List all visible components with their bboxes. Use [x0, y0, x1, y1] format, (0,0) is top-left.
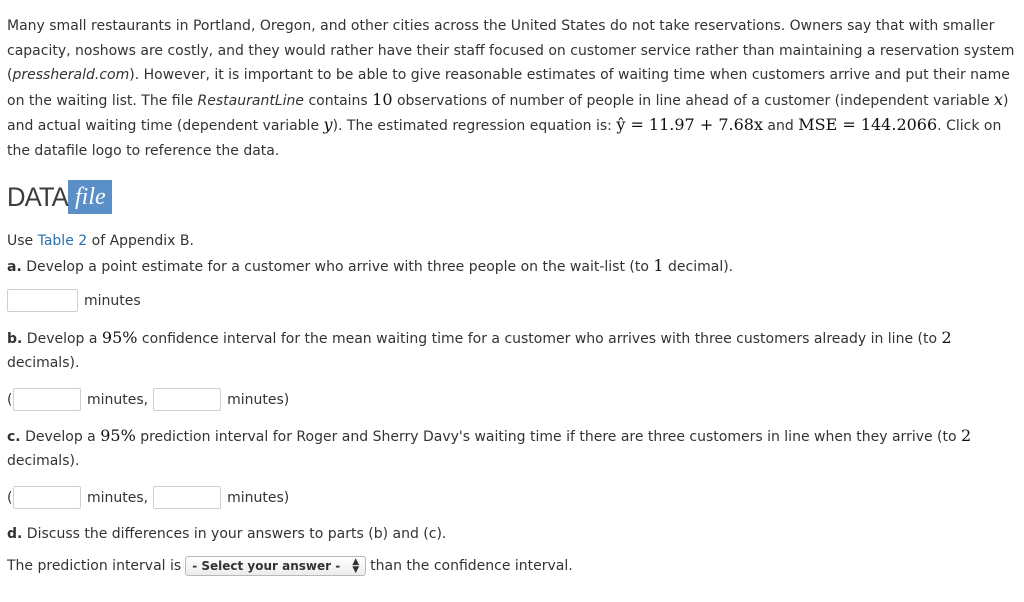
part-d-sentence-pre: The prediction interval is	[7, 557, 182, 574]
part-b-text-1: Develop a	[22, 330, 102, 347]
part-b-decimals: 2	[941, 327, 952, 347]
part-c-open-paren: (	[7, 489, 13, 506]
use-table-line	[7, 231, 1019, 251]
confidence-lower-input[interactable]	[13, 388, 81, 411]
intro-paragraph	[7, 14, 1019, 164]
part-b-unit-2: minutes)	[227, 391, 290, 408]
intro-text-3: contains	[304, 92, 373, 109]
part-a-decimals: 1	[653, 255, 664, 275]
regression-equation: ŷ = 11.97 + 7.68x	[616, 115, 763, 135]
part-b-answer-row	[7, 386, 1019, 414]
intro-text-2: ). However, it is important to be able to give reasonable estimates of waiting time when customers arrive and put their name on the waiting list. The file	[7, 67, 1010, 109]
part-d-sentence-post: than the confidence interval.	[370, 557, 573, 574]
confidence-upper-input[interactable]	[153, 388, 221, 411]
part-b-unit-1: minutes,	[87, 391, 149, 408]
part-b-text-3: decimals).	[7, 355, 80, 372]
use-table-post: of Appendix B.	[87, 232, 194, 249]
datafile-logo[interactable]	[7, 180, 1019, 214]
part-c-label: c.	[7, 428, 21, 445]
part-d-text: Discuss the differences in your answers to parts (b) and (c).	[22, 525, 447, 542]
part-b-text-2: confidence interval for the mean waiting time for a customer who arrives with three customers already in line (to	[137, 330, 942, 347]
intro-text-5: ) and actual waiting time (dependent variable	[7, 92, 1009, 135]
use-table-pre: Use	[7, 232, 38, 249]
datafile-name: RestaurantLine	[197, 92, 304, 109]
part-c-decimals: 2	[961, 425, 972, 445]
mse-value: MSE = 144.2066	[798, 115, 938, 135]
select-arrows-icon: ▲ ▼	[352, 556, 360, 575]
variable-x: x	[994, 89, 1004, 109]
part-b-open-paren: (	[7, 391, 13, 408]
prediction-lower-input[interactable]	[13, 486, 81, 509]
intro-text-4: observations of number of people in line ahead of a customer (independent variable	[392, 92, 995, 109]
part-c-text-2: prediction interval for Roger and Sherry Davy's waiting time if there are three customers in line when they arrive (to	[135, 428, 962, 445]
part-c-unit-2: minutes)	[227, 489, 290, 506]
datafile-logo-data: DATA	[7, 181, 68, 212]
table-2-link[interactable]: Table 2	[37, 232, 88, 249]
part-b-prompt	[7, 326, 1019, 376]
intro-text-7: and	[762, 118, 799, 135]
part-c-confidence: 95%	[100, 425, 136, 445]
comparison-select-value: - Select your answer -	[192, 558, 341, 573]
comparison-select[interactable]	[185, 556, 366, 576]
part-a-text-2: decimal).	[663, 258, 734, 275]
part-b-confidence: 95%	[101, 327, 138, 347]
prediction-upper-input[interactable]	[153, 486, 221, 509]
intro-text-6: ). The estimated regression equation is:	[332, 118, 617, 135]
part-c-unit-1: minutes,	[87, 489, 149, 506]
part-c-text-1: Develop a	[20, 428, 101, 445]
part-c-prompt	[7, 424, 1019, 474]
part-a-answer-row	[7, 287, 1019, 315]
part-a-prompt	[7, 256, 1019, 277]
part-d-answer-line	[7, 556, 1019, 576]
variable-y: y	[323, 115, 333, 135]
point-estimate-input[interactable]	[7, 289, 78, 312]
part-a-unit: minutes	[84, 292, 141, 309]
part-c-text-3: decimals).	[7, 453, 80, 470]
part-b-label: b.	[7, 330, 23, 347]
observations-count: 10	[372, 89, 393, 109]
datafile-logo-file: file	[68, 180, 112, 214]
part-d-label: d.	[7, 525, 23, 542]
intro-text-8: . Click on the datafile logo to reference the data.	[7, 118, 1002, 159]
part-d-prompt	[7, 524, 1019, 544]
part-c-answer-row	[7, 484, 1019, 512]
intro-text-1: Many small restaurants in Portland, Oregon, and other cities across the United States do not take reservations. Owners say that with smaller capacity, noshows are costly, and they would rather have their staff focused on customer service rather than maintaining a reservation system (	[7, 18, 1015, 84]
part-a-text-1: Develop a point estimate for a customer who arrive with three people on the wait-list (to	[21, 258, 654, 275]
source-citation: pressherald.com	[12, 67, 130, 84]
part-a-label: a.	[7, 258, 22, 275]
